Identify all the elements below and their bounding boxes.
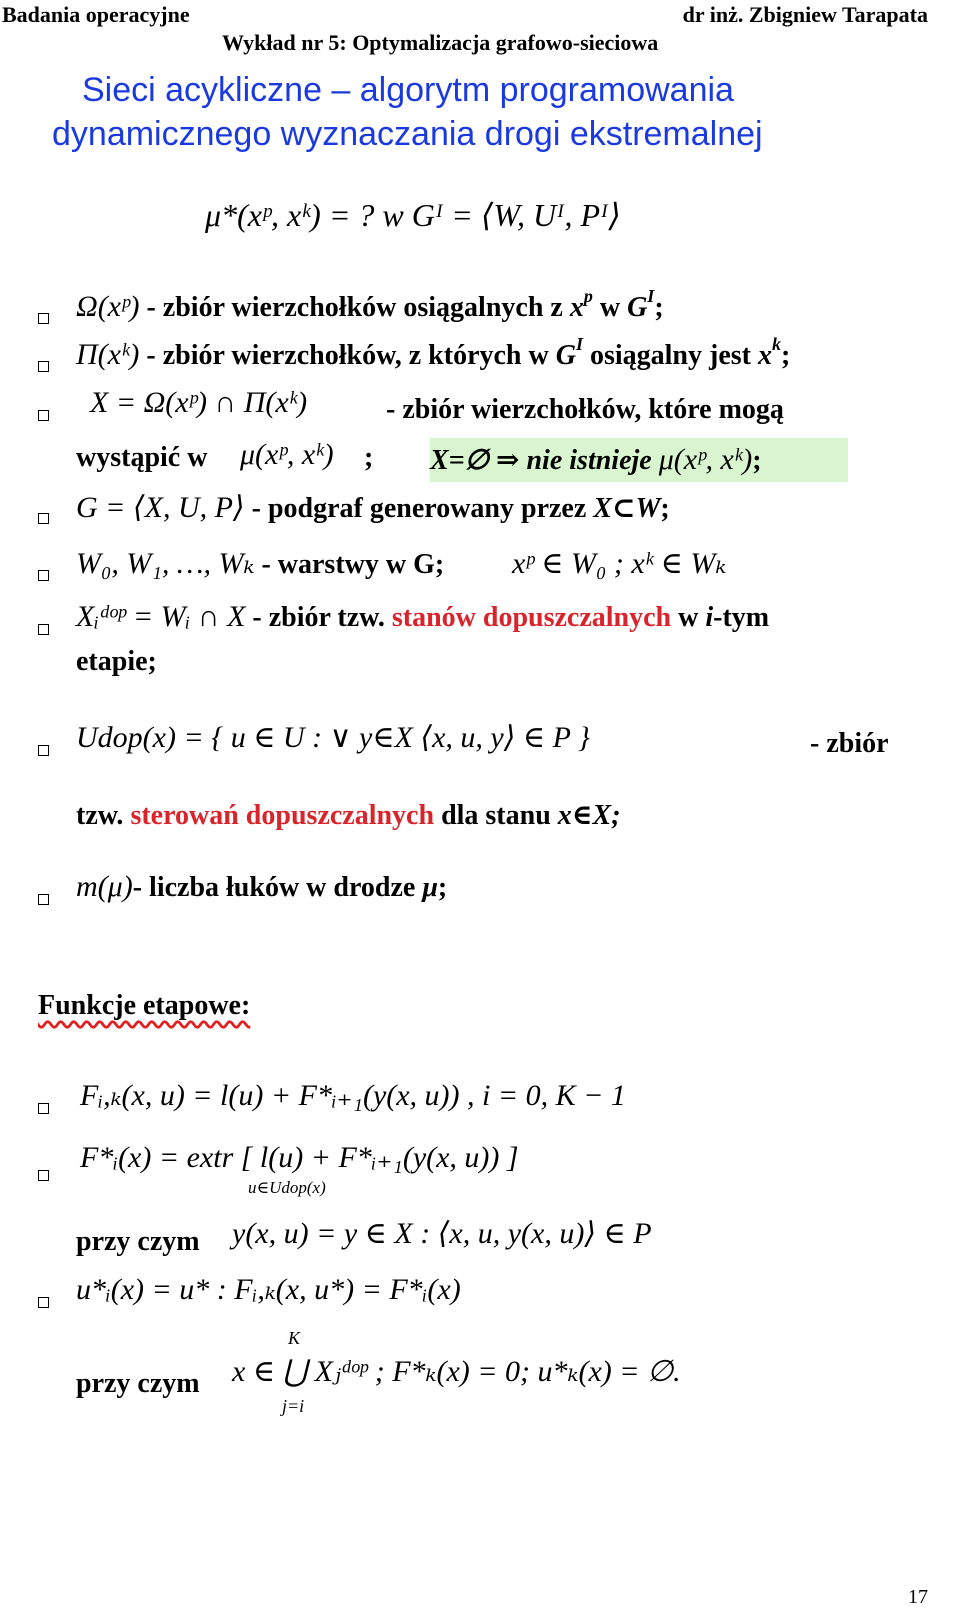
formula-top: μ*(xᵖ, xᵏ) = ? w Gᴵ = ⟨W, Uᴵ, Pᴵ⟩ — [205, 197, 621, 233]
item-x-text: - zbiór wierzchołków, które mogą — [386, 394, 784, 425]
formula-mu: μ(xᵖ, xᵏ) — [240, 438, 334, 471]
formula-m: m(μ) — [76, 870, 133, 903]
bullet-icon — [38, 1103, 49, 1114]
title-line-1: Sieci acykliczne – algorytm programowania — [82, 71, 734, 109]
equation-3: y(x, u) = y ∈ X : ⟨x, u, y(x, u)⟩ ∈ P — [232, 1217, 652, 1250]
equation-2: F*ᵢ(x) = extr [ l(u) + F*ᵢ₊₁(y(x, u)) ] — [80, 1141, 519, 1174]
formula-pi: Π(xᵏ) — [76, 338, 140, 371]
equation-2-subscript: u∈Udop(x) — [248, 1178, 326, 1197]
term-sterowania-dopuszczalne: sterowań dopuszczalnych — [130, 800, 435, 831]
bullet-icon — [38, 313, 49, 324]
equation-4: u*ᵢ(x) = u* : Fᵢ,ₖ(x, u*) = F*ᵢ(x) — [76, 1273, 461, 1306]
bullet-icon — [38, 624, 49, 635]
item-x-semicolon: ; — [364, 442, 374, 473]
bullet-icon — [38, 894, 49, 905]
formula-g: G = ⟨X, U, P⟩ — [76, 491, 245, 524]
bullet-icon — [38, 745, 49, 756]
formula-w-membership: xᵖ ∈ W₀ ; xᵏ ∈ Wₖ — [512, 547, 727, 580]
item-g: G = ⟨X, U, P⟩ - podgraf generowany przez X⊂W; — [76, 491, 670, 524]
item-pi: Π(xᵏ) - zbiór wierzchołków, z których w $G^I$ osiągalny jest $x^k$; — [76, 334, 791, 371]
term-stany-dopuszczalne: stanów dopuszczalnych — [391, 602, 672, 633]
item-omega: Ω(xᵖ) - zbiór wierzchołków osiągalnych z $x^p$ w $G^I$; — [76, 286, 664, 323]
bullet-icon — [38, 1297, 49, 1308]
item-x-line2: wystąpić w — [76, 442, 208, 473]
highlight-text: X=∅ ⇒ nie istnieje — [430, 445, 652, 476]
section-title-funkcje-etapowe: Funkcje etapowe: — [38, 990, 251, 1021]
item-xdop: Xᵢᵈᵒᵖ = Wᵢ ∩ X - zbiór tzw. stanów dopuszczalnych w i-tym — [76, 600, 770, 633]
formula-w-layers: W₀, W₁, …, Wₖ — [76, 547, 255, 580]
formula-xdop: Xᵢᵈᵒᵖ = Wᵢ ∩ X — [76, 600, 246, 633]
header-right: dr inż. Zbigniew Tarapata — [682, 2, 928, 27]
item-udop-text: - zbiór — [810, 728, 889, 759]
item-udop-line2: tzw. sterowań dopuszczalnych dla stanu x∈X; — [76, 800, 621, 831]
label-przy-czym-2: przy czym — [76, 1368, 200, 1399]
title-line-2: dynamicznego wyznaczania drogi ekstremalnej — [52, 115, 763, 153]
bullet-icon — [38, 513, 49, 524]
formula-x-set: X = Ω(xᵖ) ∩ Π(xᵏ) — [90, 386, 308, 419]
equation-5: x ∈ ⋃ Xⱼᵈᵒᵖ ; F*ₖ(x) = 0; u*ₖ(x) = ∅. — [232, 1355, 681, 1388]
highlight-box: X=∅ ⇒ nie istnieje μ(xᵖ, xᵏ); — [430, 438, 848, 482]
bullet-icon — [38, 570, 49, 581]
item-xdop-line2: etapie; — [76, 646, 157, 677]
item-m: m(μ)- liczba łuków w drodze μ; — [76, 870, 448, 903]
equation-5-upper: K — [288, 1328, 301, 1348]
header-center: Wykład nr 5: Optymalizacja grafowo-sieciowa — [222, 30, 659, 55]
page-number: 17 — [908, 1586, 928, 1608]
item-w: W₀, W₁, …, Wₖ - warstwy w G; — [76, 547, 445, 580]
header-left: Badania operacyjne — [2, 2, 190, 27]
label-przy-czym-1: przy czym — [76, 1226, 200, 1257]
equation-5-lower: j=i — [282, 1396, 305, 1416]
highlight-mu: μ(xᵖ, xᵏ) — [658, 443, 753, 476]
bullet-icon — [38, 410, 49, 421]
bullet-icon — [38, 1170, 49, 1181]
formula-udop: Udop(x) = { u ∈ U : ∨ y∈X ⟨x, u, y⟩ ∈ P } — [76, 721, 590, 754]
bullet-icon — [38, 361, 49, 372]
formula-omega: Ω(xᵖ) — [76, 290, 140, 323]
equation-1: Fᵢ,ₖ(x, u) = l(u) + F*ᵢ₊₁(y(x, u)) , i = 0, K − 1 — [80, 1079, 626, 1112]
